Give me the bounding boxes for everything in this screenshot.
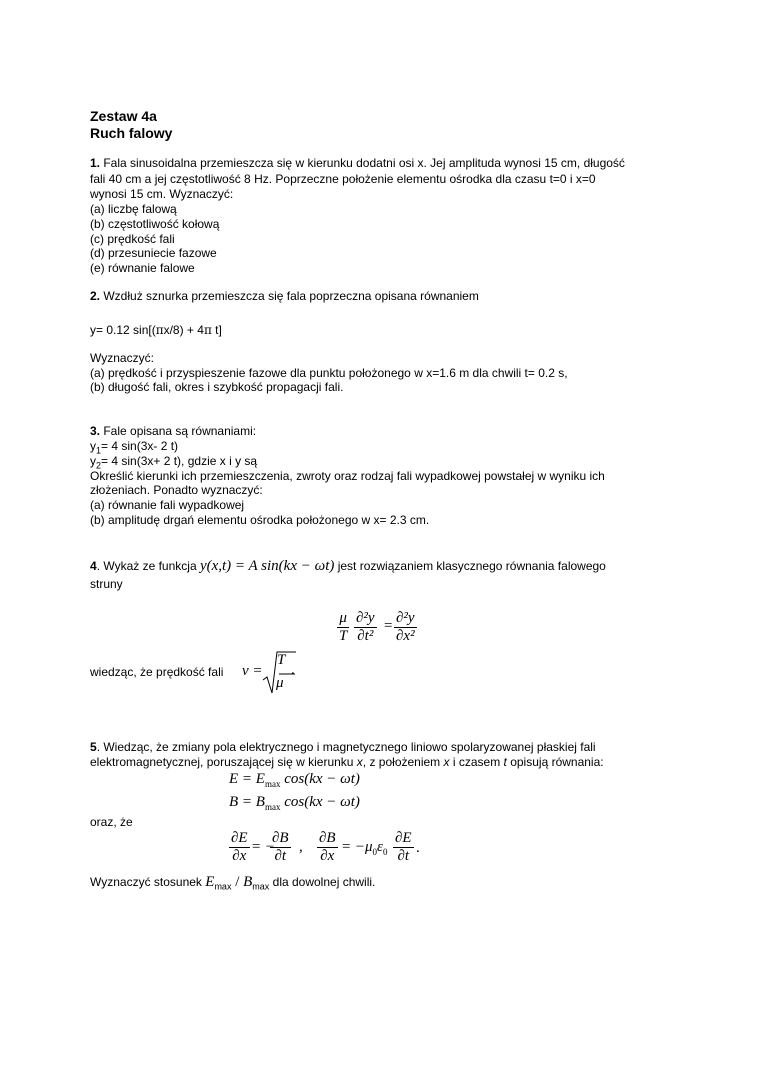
problem-5-line-4: Wyznaczyć stosunek $E_{max} / B_{max}$ dla dowolnej chwili.	[90, 874, 376, 892]
fraction-dE-dt: $\frac{\partial E}{\partial t}$	[395, 830, 412, 864]
problem-1-item-d: (d) przesuniecie fazowe	[90, 246, 217, 260]
sqrt-numerator-T: T	[277, 652, 286, 668]
problem-4-number: 4	[90, 559, 97, 573]
velocity-period: .	[291, 662, 295, 678]
problem-2-number: 2.	[90, 289, 101, 303]
problem-1-line-2: fali 40 cm a jej częstotliwość 8 Hz. Poprzeczne położenie elementu ośrodka dla czasu t=0 i x=0	[90, 172, 596, 186]
problem-2-line-4: (a) prędkość i przyspieszenie fazowe dla punktu położonego w x=1.6 m dla chwili t= 0.2 s,	[90, 366, 568, 380]
equations-period: .	[416, 840, 420, 856]
problem-3-line-6: (a) równanie fali wypadkowej	[90, 498, 245, 512]
fraction-mu-over-T: $\frac{\mu}{T}$	[339, 610, 348, 644]
problem-2-line-3: Wyznaczyć:	[90, 351, 154, 365]
problem-4-line-2: struny	[90, 577, 123, 591]
problem-3-eq-y2: $y_2= 4$ sin(3x+ 2 t), gdzie x i y są	[90, 454, 258, 471]
problem-2-equation: y= 0.12 sin[(πx/8) + 4π t]	[90, 323, 222, 337]
electric-field-equation: $E = E_{max}$ cos(kx − ωt)	[229, 771, 360, 789]
fraction-dB-dx: $\frac{\partial B}{\partial x}$	[319, 830, 336, 864]
problem-4-line-3: wiedząc, że prędkość fali	[90, 665, 224, 679]
fraction-d2y-dt2: $\frac{\text{∂²y}}{\text{∂t²}}$	[356, 610, 375, 644]
fraction-d2y-dx2: $\frac{\text{∂²y}}{\text{∂x²}}$	[396, 610, 415, 644]
problem-1-number: 1.	[90, 156, 101, 170]
problem-1-item-c: (c) prędkość fali	[90, 232, 175, 246]
problem-3-line-5: złożeniach. Ponadto wyznaczyć:	[90, 483, 263, 497]
problem-4-line-1: 4. Wykaż ze funkcja y(x,t) = A sin(kx − ωt) jest rozwiązaniem klasycznego równania falowego	[90, 558, 606, 574]
problem-3-line-1: 3. Fale opisana są równaniami:	[90, 424, 257, 438]
problem-5-number: 5	[90, 740, 97, 754]
problem-5-line-3: oraz, że	[90, 815, 133, 829]
problem-3-line-7: (b) amplitudę drgań elementu ośrodka położonego w x= 2.3 cm.	[90, 513, 430, 527]
problem-1-item-e: (e) równanie falowe	[90, 261, 195, 275]
fraction-dB-dt: $\frac{\partial B}{\partial t}$	[272, 830, 289, 864]
equations-comma: ,	[299, 839, 303, 855]
problem-1-item-b: (b) częstotliwość kołową	[90, 217, 220, 231]
fraction-dE-dx: $\frac{\partial E}{\partial x}$	[231, 830, 248, 864]
equals-sign: =	[384, 618, 393, 634]
problem-3-number: 3.	[90, 424, 101, 438]
set-title: Zestaw 4a	[90, 108, 157, 124]
problem-5-line-1: 5. Wiedząc, że zmiany pola elektrycznego i magnetycznego liniowo spolaryzowanej płaskiej fali	[90, 740, 596, 754]
problem-3-line-4: Określić kierunki ich przemieszczenia, zwroty oraz rodzaj fali wypadkowej powstałej w wyniku ich	[90, 469, 605, 483]
velocity-symbol: v =	[242, 663, 263, 679]
problem-1-line-1: 1. Fala sinusoidalna przemieszcza się w kierunku dodatni osi x. Jej amplituda wynosi 15 cm, długość	[90, 156, 625, 170]
problem-1-item-a: (a) liczbę falową	[90, 202, 177, 216]
wave-function: y(x,t) = A sin(kx − ωt)	[199, 558, 335, 574]
sqrt-denominator-mu: μ	[276, 675, 284, 691]
problem-1-line-3: wynosi 15 cm. Wyznaczyć:	[90, 187, 234, 201]
problem-2-line-1: 2. Wzdłuż sznurka przemieszcza się fala poprzeczna opisana równaniem	[90, 289, 479, 303]
magnetic-field-equation: $B = B_{max}$ cos(kx − ωt)	[229, 794, 360, 812]
set-subtitle: Ruch falowy	[90, 125, 173, 141]
equals-minus-mu-eps: = $-\mu_0\varepsilon_0$	[341, 839, 388, 857]
problem-3-eq-y1: $y_1= 4$ sin(3x- 2 t)	[90, 439, 179, 456]
problem-5-line-2: elektromagnetycznej, poruszającej się w kierunku x, z położeniem x i czasem t opisują równania:	[90, 755, 604, 769]
equals-minus-1: = −	[251, 839, 275, 855]
problem-2-line-5: (b) długość fali, okres i szybkość propagacji fali.	[90, 380, 344, 394]
